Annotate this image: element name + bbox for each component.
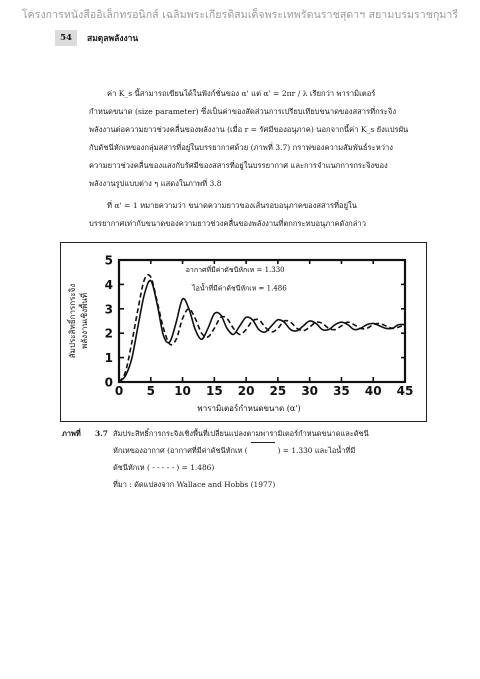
caption-divider [60, 421, 426, 422]
running-title: สมดุลพลังงาน [87, 34, 139, 44]
paragraph-1 [89, 85, 409, 193]
paragraph-line: บรรยากาศเท่ากับขนาดของความยาวช่วงคลื่นของพลังงานที่ตกกระทบอนุภาคดังกล่าว [89, 219, 366, 228]
caption-line-2 [62, 442, 422, 459]
paragraph-line: พลังงานรูปแบบต่าง ๆ แสดงในภาพที่ 3.8 [89, 179, 222, 188]
y-tick-label: 0 [104, 375, 113, 390]
caption-text: ) = 1.330 และไอน้ำที่มี [277, 446, 356, 455]
paragraph-line: พลังงานต่อความยาวช่วงคลื่นของพลังงาน (เมื่อ r = รัศมีของอนุภาค) นอกจากนี้ค่า K_s ยังแปรผัน [89, 125, 409, 134]
caption-source: ที่มา : ดัดแปลงจาก Wallace and Hobbs (1977) [113, 480, 276, 489]
paragraph-line: กับดัชนีหักเหของกลุ่มสสารที่อยู่ในบรรยากาศด้วย (ภาพที่ 3.7) กราฟของความสัมพันธ์ระหว่าง [89, 143, 393, 152]
y-tick-label: 2 [104, 326, 113, 341]
paragraph-line: ความยาวช่วงคลื่นของแสงกับรัศมีของสสารที่อยู่ในบรรยากาศ และการจำแนกการกระจิงของ [89, 161, 388, 170]
x-tick-label: 35 [333, 384, 350, 398]
caption-line: สัมประสิทธิ์การกระจิงเชิงพื้นที่เปลี่ยนแปลงตามพารามิเตอร์กำหนดขนาดและดัชนี [113, 429, 369, 438]
y-tick-label: 3 [104, 302, 113, 317]
solid-line-symbol [251, 442, 275, 459]
paragraph-line: ที่ α' = 1 หมายความว่า ขนาดความยาวของเส้นรอบอนุภาคของสสารที่อยู่ใน [107, 201, 357, 210]
series-label: อากาศที่มีค่าดัชนีหักเห = 1.330 [185, 266, 285, 275]
x-tick-label: 30 [301, 384, 319, 398]
caption-text: หักเหของอากาศ (อากาศที่มีค่าดัชนีหักเห ( [113, 446, 248, 455]
x-tick-label: 5 [146, 384, 155, 398]
x-tick-label: 20 [237, 384, 255, 398]
paragraph-2 [89, 197, 391, 233]
page-number: 54 [55, 30, 77, 46]
y-axis-label-line: พลังงานเชิงพื้นที่ [80, 292, 89, 350]
caption-line: ดัชนีหักเห ( - - - - - ) = 1.486) [113, 463, 215, 472]
y-tick-label: 1 [104, 351, 113, 366]
series-label: ไอน้ำที่มีค่าดัชนีหักเห = 1.486 [192, 284, 287, 293]
y-tick-label: 4 [104, 277, 113, 292]
x-tick-label: 10 [174, 384, 191, 398]
y-axis-label [66, 284, 89, 359]
figure-caption [62, 425, 422, 493]
caption-number: 3.7 [95, 429, 108, 438]
x-tick-label: 45 [396, 384, 414, 398]
scattering-chart [61, 243, 426, 421]
paragraph-line: กำหนดขนาด (size parameter) ซึ่งเป็นค่าของสัดส่วนการเปรียบเทียบขนาดของสสารที่กระจิง [89, 107, 397, 116]
figure-3-7 [60, 242, 427, 422]
series-air-line [119, 281, 405, 382]
x-axis-label: พารามิเตอร์กำหนดขนาด (α') [197, 404, 301, 413]
ebook-banner: โครงการหนังสืออิเล็กทรอนิกส์ เฉลิมพระเกียรติสมเด็จพระเทพรัตนราชสุดาฯ สยามบรมราชกุมารี [21, 9, 459, 21]
x-tick-label: 15 [205, 384, 223, 398]
x-tick-label: 40 [364, 384, 382, 398]
caption-label: ภาพที่ [62, 429, 81, 438]
y-tick-label: 5 [104, 253, 113, 268]
x-tick-label: 0 [114, 384, 124, 398]
x-tick-label: 25 [269, 384, 287, 398]
y-axis-label-line: สัมประสิทธิ์การกระจิง [68, 283, 77, 359]
paragraph-line: ค่า K_s นี้สามารถเขียนได้ในฟังก์ชั่นของ α' แต่ α' = 2πr / λ เรียกว่า พารามิเตอร์ [107, 89, 376, 98]
